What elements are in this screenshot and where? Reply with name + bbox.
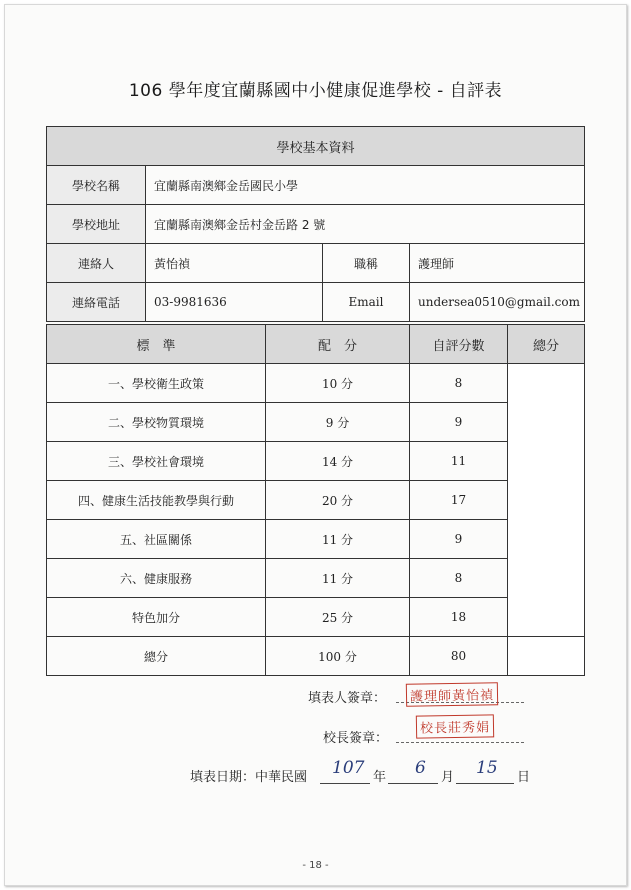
job-title-value: 護理師: [410, 244, 585, 283]
total-self-score-cell: 80: [410, 637, 508, 676]
filler-signature-label: 填表人簽章：: [308, 691, 387, 706]
date-label: 填表日期：中華民國: [190, 770, 308, 785]
contact-label: 連絡人: [47, 244, 146, 283]
school-name-label: 學校名稱: [47, 166, 146, 205]
filler-stamp: 護理師黃怡禎: [406, 682, 498, 707]
school-name-value: 宜蘭縣南澳鄉金岳國民小學: [146, 166, 585, 205]
email-value: undersea0510@gmail.com: [410, 283, 585, 322]
points-cell: 9 分: [266, 403, 410, 442]
principal-signature-label: 校長簽章：: [323, 731, 389, 746]
day-unit: 日: [517, 770, 531, 785]
criterion-cell: 一、學校衛生政策: [47, 364, 266, 403]
points-cell: 14 分: [266, 442, 410, 481]
phone-value: 03-9981636: [146, 283, 323, 322]
table-row: [47, 442, 585, 481]
page-number: - 18 -: [302, 860, 329, 871]
grand-total-cell: [508, 637, 585, 676]
email-label: Email: [323, 283, 410, 322]
table-row-total: [47, 637, 585, 676]
points-cell: 10 分: [266, 364, 410, 403]
table-row: [47, 403, 585, 442]
criterion-cell: 特色加分: [47, 598, 266, 637]
month-value: 6: [415, 758, 426, 778]
points-cell: 25 分: [266, 598, 410, 637]
score-table: [46, 324, 585, 676]
table-row: [47, 364, 585, 403]
criterion-cell: 二、學校物質環境: [47, 403, 266, 442]
month-line: [388, 783, 438, 784]
criterion-header: 標 準: [47, 325, 266, 364]
criterion-cell: 六、健康服務: [47, 559, 266, 598]
info-header: 學校基本資料: [47, 127, 585, 166]
principal-stamp: 校長莊秀娟: [416, 714, 494, 738]
school-info-table: [46, 126, 585, 322]
self-score-cell: 18: [410, 598, 508, 637]
self-score-cell: 9: [410, 520, 508, 559]
criterion-cell: 四、健康生活技能教學與行動: [47, 481, 266, 520]
table-row: [47, 559, 585, 598]
total-header: 總分: [508, 325, 585, 364]
self-score-header: 自評分數: [410, 325, 508, 364]
total-points-cell: 100 分: [266, 637, 410, 676]
self-score-cell: 8: [410, 364, 508, 403]
job-title-label: 職稱: [323, 244, 410, 283]
day-value: 15: [476, 758, 498, 778]
page-title: 106 學年度宜蘭縣國中小健康促進學校 - 自評表: [128, 81, 503, 101]
principal-signature-line: [396, 742, 524, 743]
self-score-cell: 8: [410, 559, 508, 598]
table-row: [47, 481, 585, 520]
total-score-cell: [508, 364, 585, 637]
points-cell: 20 分: [266, 481, 410, 520]
total-label-cell: 總分: [47, 637, 266, 676]
criterion-cell: 三、學校社會環境: [47, 442, 266, 481]
year-unit: 年: [373, 770, 387, 785]
month-unit: 月: [441, 770, 455, 785]
table-row: [47, 520, 585, 559]
points-cell: 11 分: [266, 520, 410, 559]
address-label: 學校地址: [47, 205, 146, 244]
phone-label: 連絡電話: [47, 283, 146, 322]
table-row: [47, 598, 585, 637]
criterion-cell: 五、社區關係: [47, 520, 266, 559]
self-score-cell: 9: [410, 403, 508, 442]
points-header: 配 分: [266, 325, 410, 364]
self-score-cell: 17: [410, 481, 508, 520]
contact-value: 黃怡禎: [146, 244, 323, 283]
year-value: 107: [332, 758, 365, 778]
address-value: 宜蘭縣南澳鄉金岳村金岳路 2 號: [146, 205, 585, 244]
day-line: [456, 783, 514, 784]
points-cell: 11 分: [266, 559, 410, 598]
year-line: [320, 783, 370, 784]
self-score-cell: 11: [410, 442, 508, 481]
